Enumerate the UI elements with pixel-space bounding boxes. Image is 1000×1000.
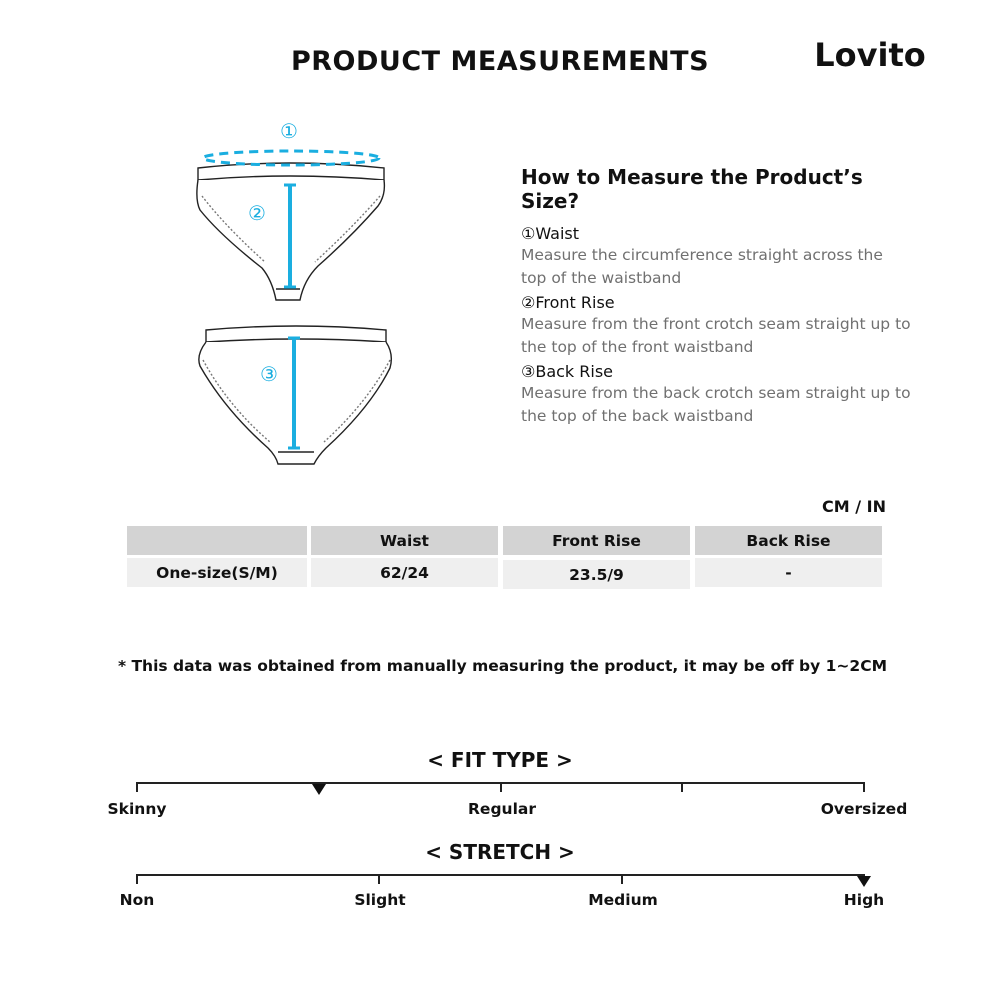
fit-type-tick	[136, 782, 138, 792]
stretch-label-non: Non	[119, 891, 155, 909]
back-rise-description: Measure from the back crotch seam straight up to the top of the back waistband	[521, 384, 911, 425]
how-to-measure	[521, 165, 921, 430]
fit-label-regular: Regular	[468, 800, 536, 818]
table-header-size	[127, 526, 307, 555]
table-cell-size: One-size(S/M)	[127, 558, 307, 587]
fit-label-oversized: Oversized	[820, 800, 908, 818]
measurement-diagram	[180, 110, 420, 480]
table-cell-waist: 62/24	[311, 558, 498, 587]
fit-label-skinny: Skinny	[107, 800, 167, 818]
stretch-label-slight: Slight	[354, 891, 406, 909]
units-label: CM / IN	[822, 497, 886, 516]
table-cell-front-rise: 23.5/9	[503, 560, 690, 589]
howto-heading: How to Measure the Product’s Size?	[521, 165, 863, 213]
waist-label: ①Waist	[521, 224, 579, 243]
fit-type-tick	[500, 782, 502, 792]
stretch-label-high: High	[843, 891, 885, 909]
brand-logo: Lovito	[814, 36, 926, 74]
fit-type-marker	[312, 784, 326, 795]
front-rise-description: Measure from the front crotch seam straight up to the top of the front waistband	[521, 315, 911, 356]
stretch-label-medium: Medium	[588, 891, 658, 909]
stretch-tick	[621, 874, 623, 884]
table-cell-back-rise: -	[695, 558, 882, 587]
fit-type-title: < FIT TYPE >	[427, 748, 573, 772]
fit-type-tick	[863, 782, 865, 792]
table-header-back-rise: Back Rise	[695, 526, 882, 555]
measurement-note: * This data was obtained from manually measuring the product, it may be off by 1~2CM	[117, 657, 887, 675]
front-rise-label: ②Front Rise	[521, 293, 615, 312]
waist-description: Measure the circumference straight across the top of the waistband	[521, 246, 883, 287]
marker-1: ①	[280, 119, 298, 143]
marker-3: ③	[260, 362, 278, 386]
table-header-front-rise: Front Rise	[503, 526, 690, 555]
stretch-marker	[857, 876, 871, 887]
back-rise-label: ③Back Rise	[521, 362, 614, 381]
stretch-tick	[136, 874, 138, 884]
table-header-waist: Waist	[311, 526, 498, 555]
stretch-axis	[136, 874, 865, 876]
fit-type-tick	[681, 782, 683, 792]
marker-2: ②	[248, 201, 266, 225]
page-title: PRODUCT MEASUREMENTS	[290, 46, 710, 77]
stretch-tick	[378, 874, 380, 884]
stretch-title: < STRETCH >	[425, 840, 575, 864]
